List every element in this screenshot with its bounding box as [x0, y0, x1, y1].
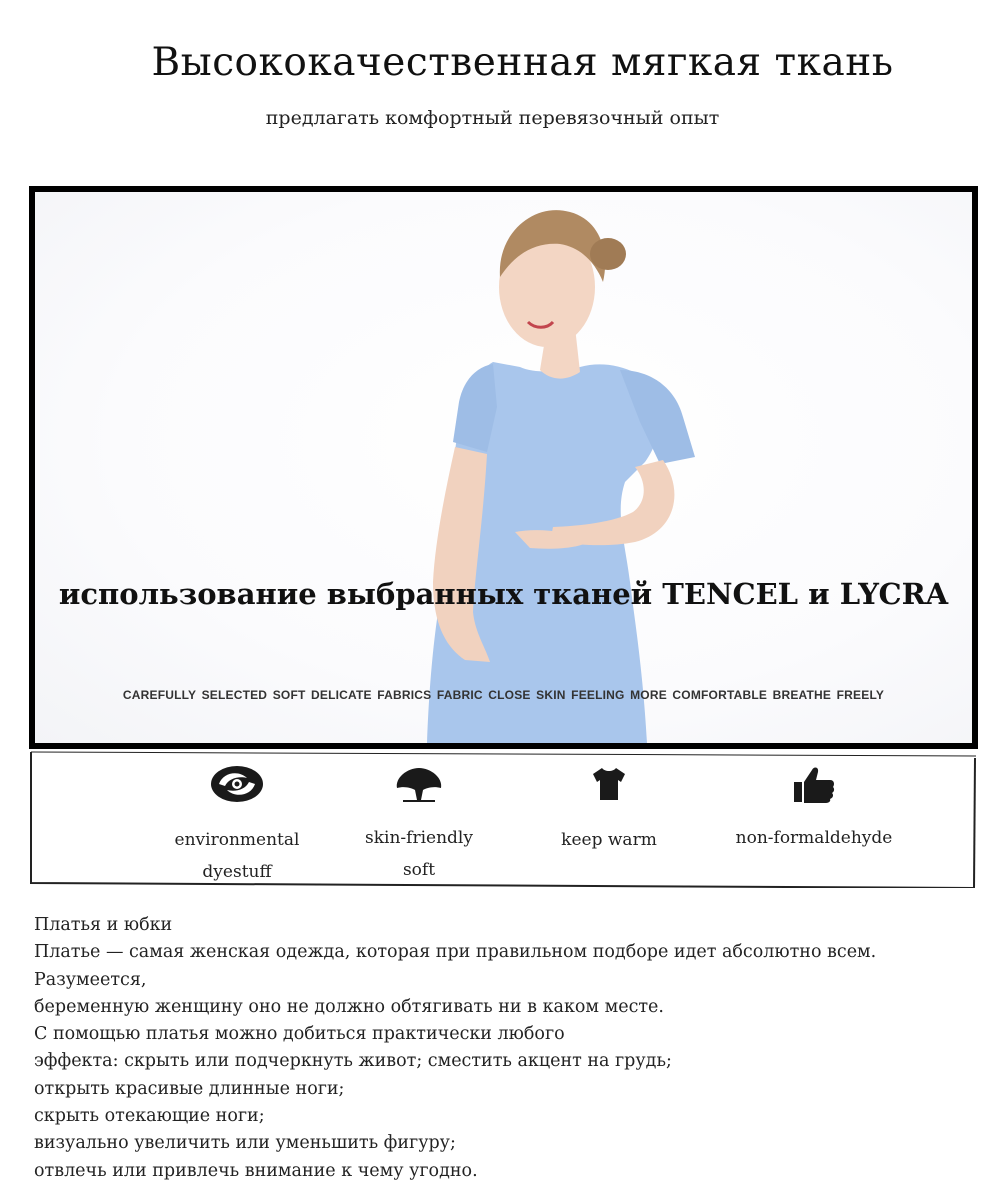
article-line: скрыть отекающие ноги;: [34, 1106, 265, 1127]
hero-title: использование выбранных тканей TENCEL и LYCRA: [58, 577, 949, 611]
eco-swirl-icon: [209, 764, 265, 804]
feature-line-1: keep warm: [561, 830, 657, 850]
feature-label: [167, 824, 307, 888]
tree-icon: [393, 764, 445, 804]
article-line: эффекта: скрыть или подчеркнуть живот; сместить акцент на грудь;: [34, 1051, 672, 1072]
pregnant-model-image: [35, 192, 972, 743]
article-line: беременную женщину оно не должно обтягивать ни в каком месте.: [34, 996, 664, 1017]
article-heading: Платья и юбки: [34, 915, 173, 935]
feature-skin-friendly-soft: [354, 764, 484, 886]
feature-line-2: dyestuff: [202, 862, 272, 882]
article-text: [34, 912, 974, 1185]
page-title: Высококачественная мягкая ткань: [151, 40, 894, 85]
article-line: визуально увеличить или уменьшить фигуру;: [34, 1133, 456, 1154]
feature-label: [354, 822, 484, 886]
feature-line-1: non-formaldehyde: [735, 828, 893, 848]
hair-bun-shape: [590, 238, 626, 270]
feature-line-2: soft: [402, 860, 436, 880]
feature-line-1: skin-friendly: [365, 828, 473, 848]
thumbs-up-icon: [792, 764, 836, 804]
article-line: Платье — самая женская одежда, которая при правильном подборе идет абсолютно всем. Разумеется,: [34, 942, 877, 990]
tshirt-icon: [589, 764, 629, 804]
feature-label: [724, 822, 904, 854]
feature-keep-warm: [554, 764, 664, 856]
feature-label: [554, 824, 664, 856]
article-line: открыть красивые длинные ноги;: [34, 1078, 345, 1099]
page-subtitle: предлагать комфортный перевязочный опыт: [265, 107, 720, 129]
feature-non-formaldehyde: [724, 764, 904, 854]
features-panel: [29, 750, 977, 888]
feature-environmental-dyestuff: [167, 764, 307, 888]
article-line: отвлечь или привлечь внимание к чему угодно.: [34, 1160, 478, 1181]
hero-banner: [29, 186, 978, 749]
hero-caption: CAREFULLY SELECTED SOFT DELICATE FABRICS FABRIC CLOSE SKIN FEELING MORE COMFORTABLE BREATHE FREELY: [122, 688, 885, 702]
feature-line-1: environmental: [174, 830, 300, 850]
article-line: С помощью платья можно добиться практически любого: [34, 1024, 565, 1045]
